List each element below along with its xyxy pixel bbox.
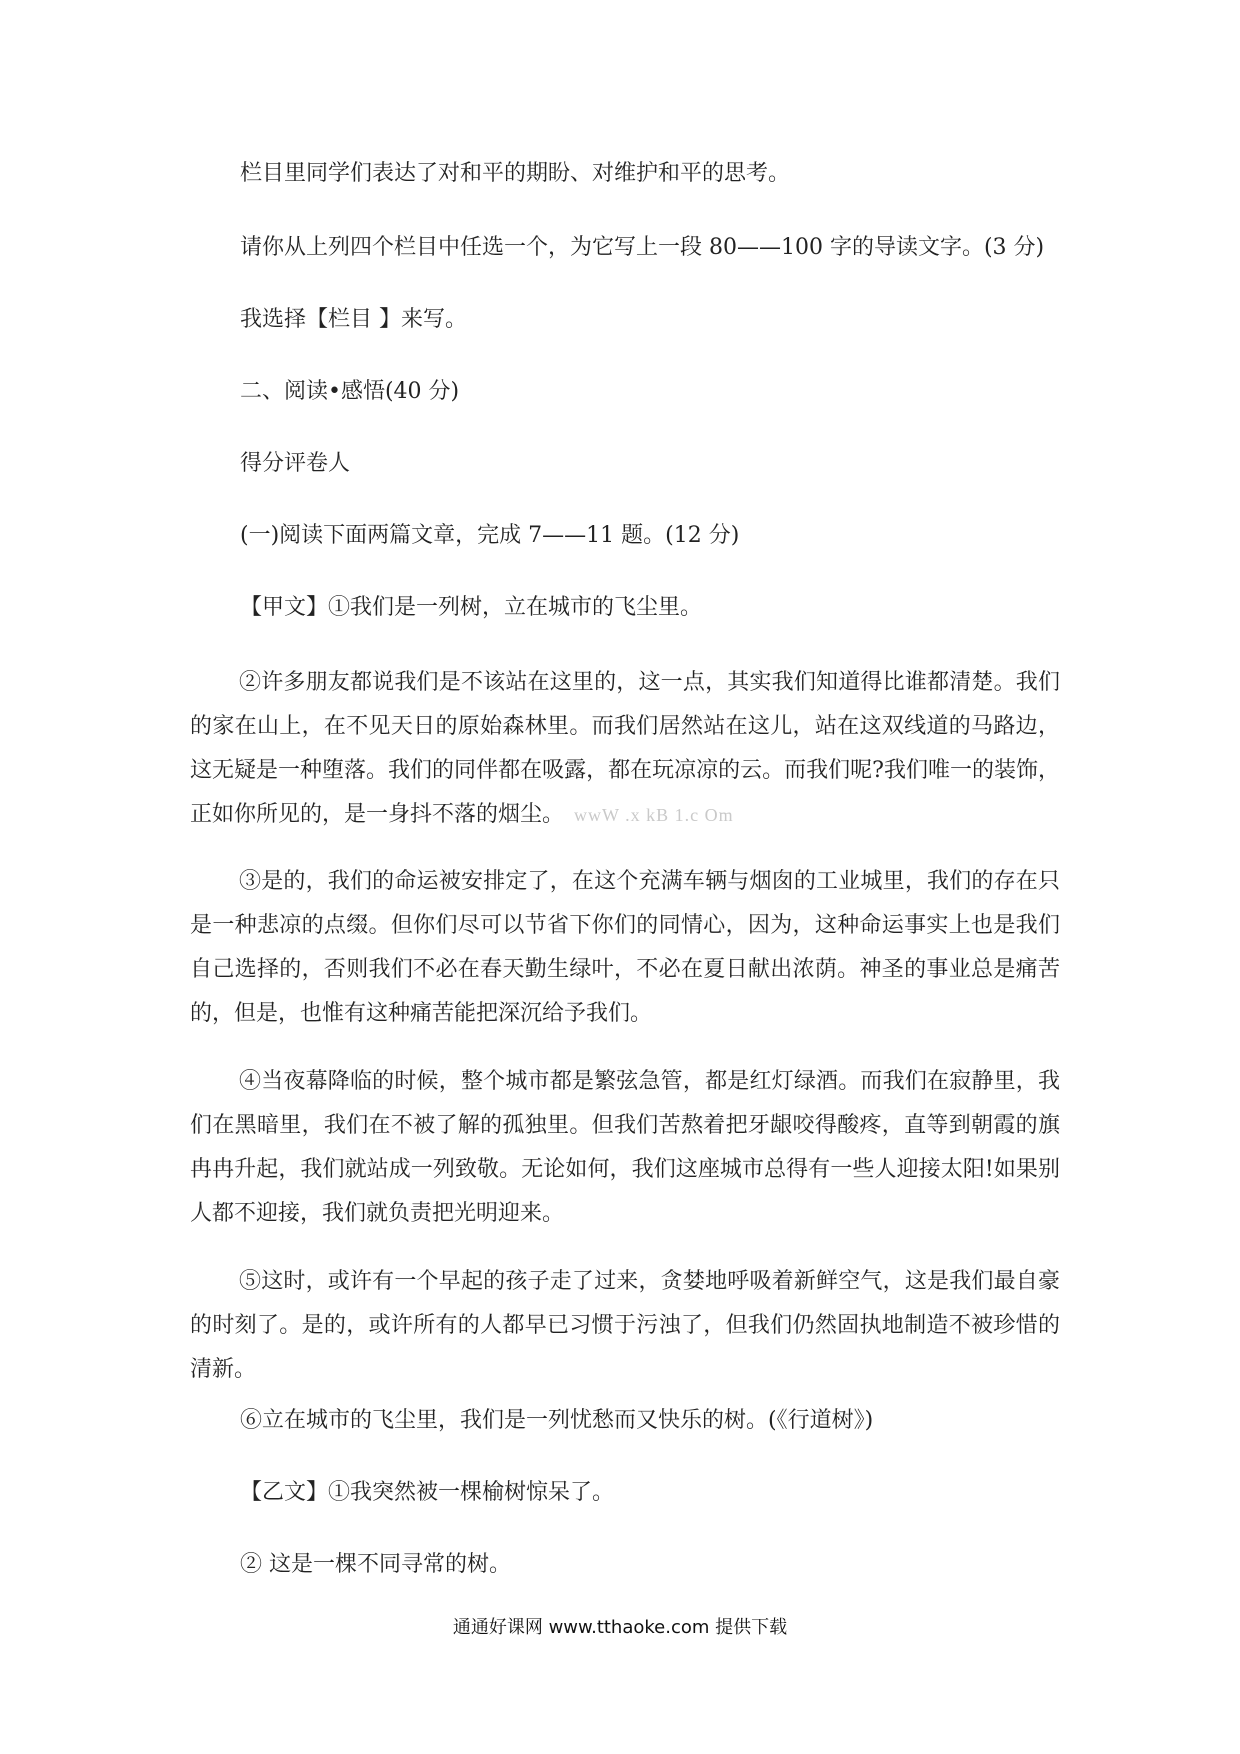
passage-paragraph-4: ④当夜幕降临的时候，整个城市都是繁弦急管，都是红灯绿酒。而我们在寂静里，我们在黑暗里，我们在不被了解的孤独里。但我们苦熬着把牙龈咬得酸疼，直等到朝霞的旗冉冉升起，我们就站成一列致敬。无论如何，我们这座城市总得有一些人迎接太阳!如果别人都不迎接，我们就负责把光明迎来。 bbox=[190, 1069, 1060, 1226]
paragraph-text: ②许多朋友都说我们是不该站在这里的，这一点，其实我们知道得比谁都清楚。我们的家在山上，在不见天日的原始森林里。而我们居然站在这儿，站在这双线道的马路边，这无疑是一种堕落。我们的同伴都在吸露，都在玩凉凉的云。而我们呢?我们唯一的装饰，正如你所见的，是一身抖不落的烟尘。 bbox=[190, 670, 1060, 827]
subsection-heading: (一)阅读下面两篇文章，完成 7——11 题。(12 分) bbox=[240, 523, 740, 548]
answer-line: 我选择【栏目 】来写。 bbox=[240, 307, 467, 332]
page-footer: 通通好课网 www.tthaoke.com 提供下载 bbox=[452, 1617, 788, 1638]
watermark-text: wwW .x kB 1.c Om bbox=[574, 805, 734, 825]
passage-a-intro: 【甲文】①我们是一列树，立在城市的飞尘里。 bbox=[240, 595, 703, 620]
section-heading: 二、阅读•感悟(40 分) bbox=[240, 379, 460, 404]
passage-a-closing: ⑥立在城市的飞尘里，我们是一列忧愁而又快乐的树。(《行道树》) bbox=[240, 1408, 874, 1433]
passage-b-line-2: ② 这是一棵不同寻常的树。 bbox=[240, 1552, 511, 1577]
passage-b-intro: 【乙文】①我突然被一棵榆树惊呆了。 bbox=[240, 1480, 615, 1505]
question-prompt: 请你从上列四个栏目中任选一个，为它写上一段 80——100 字的导读文字。(3 分) bbox=[240, 235, 1045, 260]
passage-paragraph-2 bbox=[190, 661, 1060, 837]
passage-paragraph-3: ③是的，我们的命运被安排定了，在这个充满车辆与烟囱的工业城里，我们的存在只是一种悲凉的点缀。但你们尽可以节省下你们的同情心，因为，这种命运事实上也是我们自己选择的，否则我们不必在春天勤生绿叶，不必在夏日献出浓荫。神圣的事业总是痛苦的，但是，也惟有这种痛苦能把深沉给予我们。 bbox=[190, 869, 1060, 1026]
text-line: 栏目里同学们表达了对和平的期盼、对维护和平的思考。 bbox=[240, 161, 791, 186]
score-label: 得分评卷人 bbox=[240, 451, 351, 476]
passage-paragraph-5: ⑤这时，或许有一个早起的孩子走了过来，贪婪地呼吸着新鲜空气，这是我们最自豪的时刻了。是的，或许所有的人都早已习惯于污浊了，但我们仍然固执地制造不被珍惜的清新。 bbox=[190, 1269, 1060, 1382]
